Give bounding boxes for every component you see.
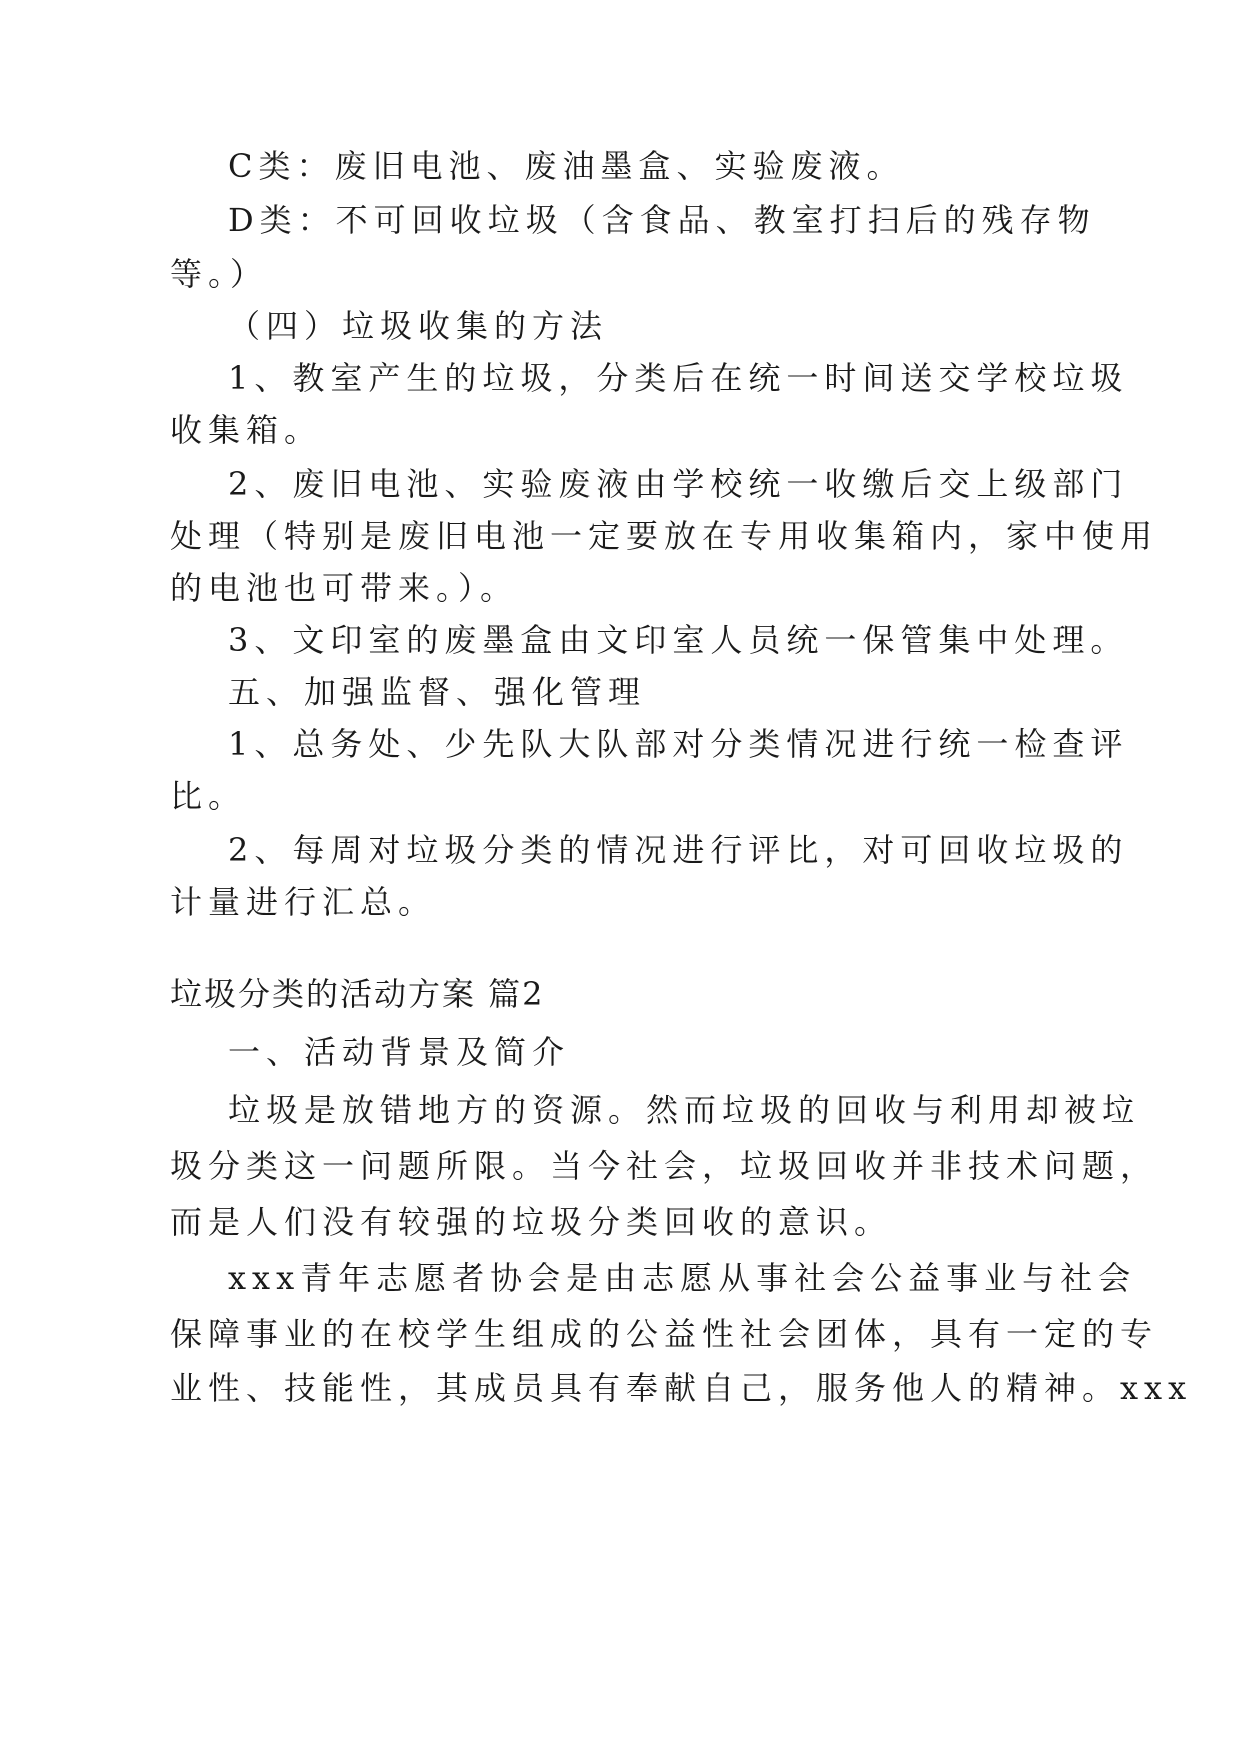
text-line: 业性、技能性，其成员具有奉献自己，服务他人的精神。xxx [170,1369,1193,1407]
text-line: D类：不可回收垃圾（含食品、教室打扫后的残存物 [228,201,1096,239]
text-line: 3、文印室的废墨盒由文印室人员统一保管集中处理。 [228,621,1129,659]
text-line: 计量进行汇总。 [170,883,437,921]
text-line: 1、教室产生的垃圾，分类后在统一时间送交学校垃圾 [228,359,1129,397]
text-line: 垃圾是放错地方的资源。然而垃圾的回收与利用却被垃 [228,1091,1141,1129]
subheading: （四）垃圾收集的方法 [228,307,609,345]
text-line: 保障事业的在校学生组成的公益性社会团体，具有一定的专 [170,1315,1159,1353]
text-line: xxx青年志愿者协会是由志愿从事社会公益事业与社会 [228,1259,1137,1297]
text-line: 2、废旧电池、实验废液由学校统一收缴后交上级部门 [228,465,1129,503]
subheading: 一、活动背景及简介 [228,1033,571,1071]
text-line: 等。） [170,255,269,293]
text-line: 1、总务处、少先队大队部对分类情况进行统一检查评 [228,725,1129,763]
text-line: 处理（特别是废旧电池一定要放在专用收集箱内，家中使用 [170,517,1159,555]
text-line: 2、每周对垃圾分类的情况进行评比，对可回收垃圾的 [228,831,1129,869]
text-line: C类：废旧电池、废油墨盒、实验废液。 [228,147,905,185]
subheading: 五、加强监督、强化管理 [228,673,647,711]
text-line: 而是人们没有较强的垃圾分类回收的意识。 [170,1203,893,1241]
section-title: 垃圾分类的活动方案 篇2 [170,975,545,1013]
text-line: 比。 [170,777,247,815]
text-line: 收集箱。 [170,411,323,449]
text-line: 的电池也可带来。）。 [170,569,519,607]
text-line: 圾分类这一问题所限。当今社会，垃圾回收并非技术问题， [170,1147,1159,1185]
